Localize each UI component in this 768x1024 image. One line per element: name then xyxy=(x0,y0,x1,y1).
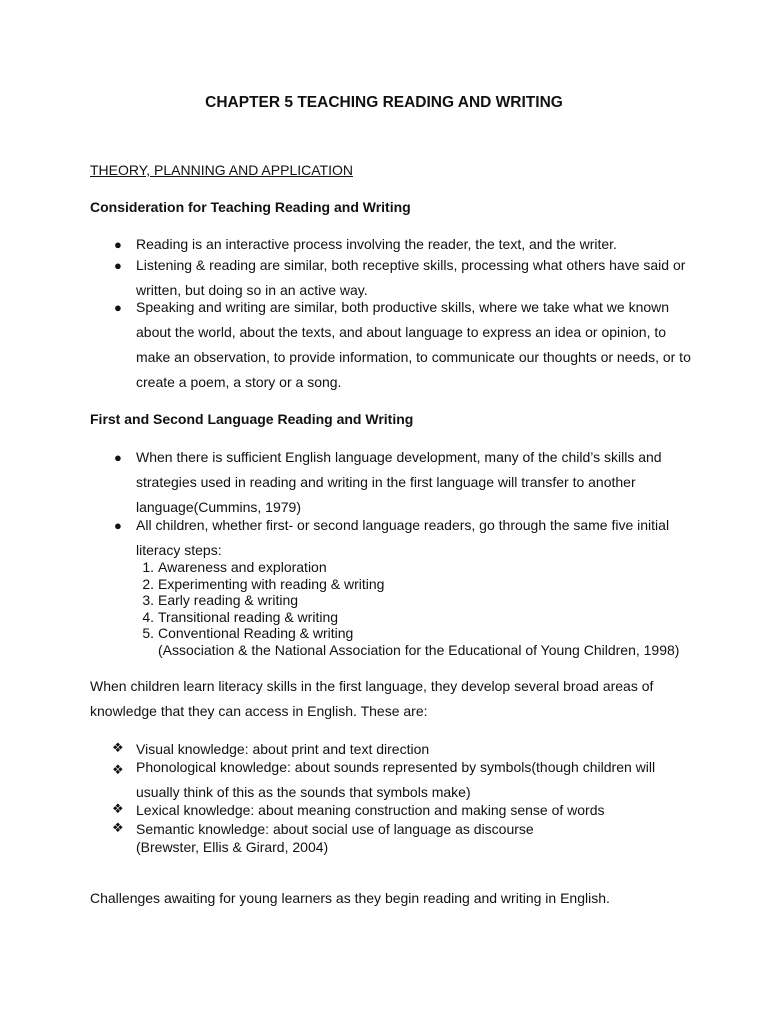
list-item: ❖ Visual knowledge: about print and text direction xyxy=(112,740,430,757)
bullet-icon: ● xyxy=(114,237,122,252)
bullet-icon: ● xyxy=(114,258,122,273)
bullet-icon: ● xyxy=(114,518,122,533)
diamond-bullet-icon: ❖ xyxy=(112,740,124,755)
list-item: ❖ Lexical knowledge: about meaning construction and making sense of words xyxy=(112,801,605,818)
document-title: CHAPTER 5 TEACHING READING AND WRITING xyxy=(205,94,563,111)
diamond-bullet-icon: ❖ xyxy=(112,801,124,816)
list-item: ● Speaking and writing are similar, both productive skills, where we take what we known about the world, about the texts, and about language to express an idea or opinion, to make an observation, to provide information, to communicate our thoughts or needs, or to create a poem, a story or a song. xyxy=(136,295,696,395)
diamond-bullet-icon: ❖ xyxy=(112,762,124,777)
list-item: ● Reading is an interactive process involving the reader, the text, and the writer. xyxy=(136,232,696,257)
citation: (Brewster, Ellis & Girard, 2004) xyxy=(136,839,329,855)
bullet-icon: ● xyxy=(114,450,122,465)
list-item: ● When there is sufficient English language development, many of the child’s skills and strategies used in reading and writing in the first language will transfer to another language(Cummins, 1979) xyxy=(136,445,696,520)
list-item: ❖ Semantic knowledge: about social use of language as discourse xyxy=(112,820,534,837)
citation: (Association & the National Association for the Educational of Young Children, 1998) xyxy=(158,641,680,658)
subtitle: THEORY, PLANNING AND APPLICATION xyxy=(90,162,353,178)
section-heading-consideration: Consideration for Teaching Reading and Writing xyxy=(90,199,411,215)
list-item: 3. Early reading & writing xyxy=(142,592,299,608)
list-item: 1. Awareness and exploration xyxy=(142,559,327,575)
list-item: 2. Experimenting with reading & writing xyxy=(142,575,385,592)
literacy-steps-list xyxy=(142,559,718,658)
paragraph: When children learn literacy skills in the first language, they develop several broad areas of knowledge that they can access in English. These are: xyxy=(90,678,654,719)
list-item: ● Listening & reading are similar, both receptive skills, processing what others have said or written, but doing so in an active way. xyxy=(136,253,696,303)
list-item: 4. Transitional reading & writing xyxy=(142,608,339,625)
diamond-bullet-icon: ❖ xyxy=(112,820,124,835)
list-item: ❖ Phonological knowledge: about sounds represented by symbols(though children will usually think of this as the sounds that symbols make) xyxy=(112,759,656,800)
bullet-icon: ● xyxy=(114,300,122,315)
paragraph: Challenges awaiting for young learners as they begin reading and writing in English. xyxy=(90,890,610,906)
list-item: 5. Conventional Reading & writing xyxy=(142,625,354,641)
knowledge-list xyxy=(112,740,696,856)
list-item: ● All children, whether first- or second language readers, go through the same five initial literacy steps: xyxy=(136,513,696,563)
section-heading-first-second-language: First and Second Language Reading and Writing xyxy=(90,411,414,427)
